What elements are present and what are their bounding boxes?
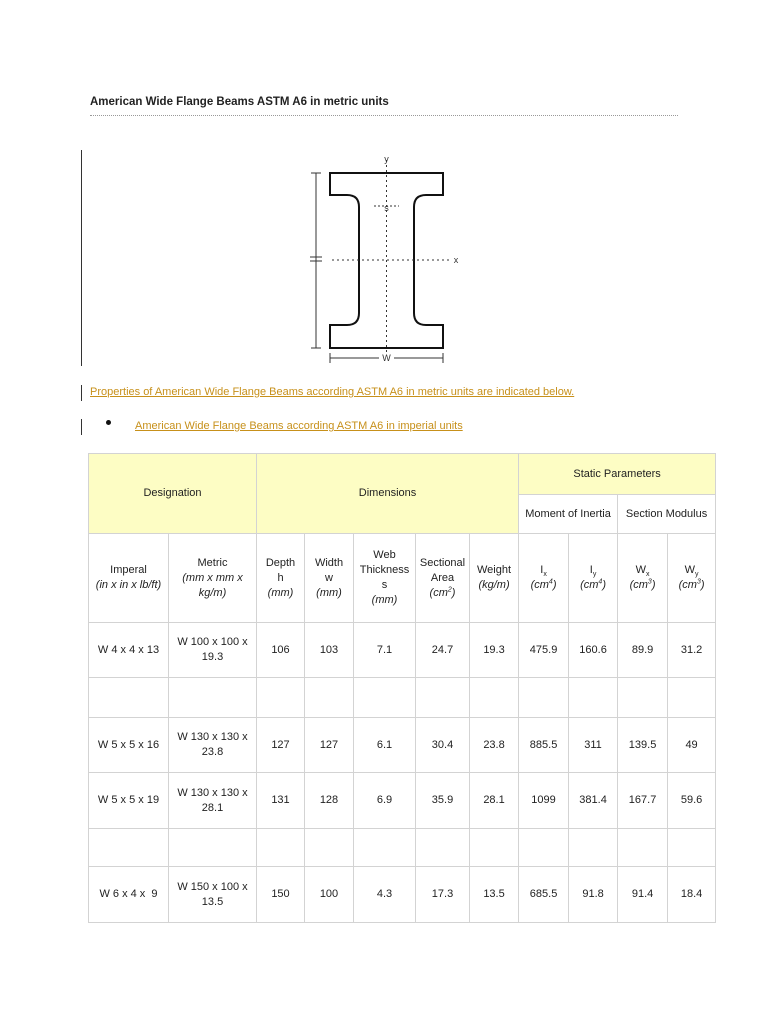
cell-weight: [470, 829, 519, 867]
cell-depth: 150: [257, 867, 305, 923]
cell-width: [305, 678, 354, 718]
cell-depth: [257, 829, 305, 867]
cell-weight: 28.1: [470, 773, 519, 829]
table-row: [89, 718, 716, 773]
cell-web-thickness: [354, 678, 416, 718]
cell-wx: 91.4: [618, 867, 668, 923]
cell-web-thickness: 6.9: [354, 773, 416, 829]
cell-width: 103: [305, 623, 354, 678]
col-weight-header: Weight (kg/m): [470, 534, 519, 623]
imperial-units-link[interactable]: American Wide Flange Beams according ASTM A6 in imperial units: [135, 420, 463, 432]
col-width-header: Width w (mm): [305, 534, 354, 623]
cell-web-thickness: 6.1: [354, 718, 416, 773]
web-thickness-label: s: [384, 203, 389, 213]
col-depth-header: Depth h (mm): [257, 534, 305, 623]
margin-marker: [81, 150, 82, 366]
margin-marker: [81, 419, 82, 435]
cell-iy: 381.4: [569, 773, 618, 829]
cell-width: 100: [305, 867, 354, 923]
dimensions-header: Dimensions: [257, 454, 519, 534]
table-row: [89, 678, 716, 718]
col-area-header: Sectional Area $(cm^2)$: [416, 534, 470, 623]
col-wy-header: $W_y$ $(cm^3)$: [668, 534, 716, 623]
cell-imperial: [89, 829, 169, 867]
page-title: American Wide Flange Beams ASTM A6 in metric units: [90, 96, 389, 108]
cell-area: 17.3: [416, 867, 470, 923]
cell-ix: [519, 678, 569, 718]
beam-properties-table: [88, 453, 716, 923]
table-row: [89, 773, 716, 829]
cell-weight: 23.8: [470, 718, 519, 773]
cell-wy: [668, 829, 716, 867]
cell-web-thickness: 7.1: [354, 623, 416, 678]
cell-iy: 160.6: [569, 623, 618, 678]
col-web-thickness-header: Web Thickness s (mm): [354, 534, 416, 623]
cell-wx: 139.5: [618, 718, 668, 773]
cell-ix: 685.5: [519, 867, 569, 923]
cell-imperial: W 4 x 4 x 13: [89, 623, 169, 678]
cell-iy: 311: [569, 718, 618, 773]
cell-wx: [618, 829, 668, 867]
moment-of-inertia-header: Moment of Inertia: [519, 495, 618, 534]
section-modulus-header: Section Modulus: [618, 495, 716, 534]
cell-iy: [569, 678, 618, 718]
cell-weight: 19.3: [470, 623, 519, 678]
col-metric-header: Metric (mm x mm x kg/m): [169, 534, 257, 623]
cell-wy: 49: [668, 718, 716, 773]
cell-area: 24.7: [416, 623, 470, 678]
cell-area: [416, 829, 470, 867]
col-wx-header: $W_x$ $(cm^3)$: [618, 534, 668, 623]
cell-imperial: W 5 x 5 x 19: [89, 773, 169, 829]
cell-area: [416, 678, 470, 718]
width-label: W: [382, 353, 391, 363]
cell-ix: 1099: [519, 773, 569, 829]
cell-metric: W 130 x 130 x 23.8: [169, 718, 257, 773]
cell-depth: 131: [257, 773, 305, 829]
cell-ix: 885.5: [519, 718, 569, 773]
table-header-row: [89, 454, 716, 495]
cell-wy: 31.2: [668, 623, 716, 678]
cell-width: 127: [305, 718, 354, 773]
intro-link[interactable]: Properties of American Wide Flange Beams according ASTM A6 in metric units are indicated below.: [90, 386, 575, 398]
cell-wy: 18.4: [668, 867, 716, 923]
table-row: [89, 623, 716, 678]
static-parameters-header: Static Parameters: [519, 454, 716, 495]
cell-metric: [169, 829, 257, 867]
cell-web-thickness: 4.3: [354, 867, 416, 923]
cell-metric: [169, 678, 257, 718]
designation-header: Designation: [89, 454, 257, 534]
cell-wx: 89.9: [618, 623, 668, 678]
table-row: [89, 829, 716, 867]
cell-imperial: W 6 x 4 x 9: [89, 867, 169, 923]
x-axis-label: x: [453, 255, 459, 265]
cell-width: 128: [305, 773, 354, 829]
table-row: [89, 867, 716, 923]
cell-ix: [519, 829, 569, 867]
cell-weight: 13.5: [470, 867, 519, 923]
cell-metric: W 130 x 130 x 28.1: [169, 773, 257, 829]
bullet-icon: [106, 420, 111, 425]
cell-area: 30.4: [416, 718, 470, 773]
cell-iy: [569, 829, 618, 867]
cell-ix: 475.9: [519, 623, 569, 678]
cell-web-thickness: [354, 829, 416, 867]
cell-wy: 59.6: [668, 773, 716, 829]
cell-wx: [618, 678, 668, 718]
cell-weight: [470, 678, 519, 718]
cell-metric: W 100 x 100 x 19.3: [169, 623, 257, 678]
column-header-row: [89, 534, 716, 623]
margin-marker: [81, 385, 82, 401]
cell-iy: 91.8: [569, 867, 618, 923]
cell-wy: [668, 678, 716, 718]
cell-width: [305, 829, 354, 867]
cell-depth: 106: [257, 623, 305, 678]
cell-imperial: W 5 x 5 x 16: [89, 718, 169, 773]
cell-area: 35.9: [416, 773, 470, 829]
cell-metric: W 150 x 100 x 13.5: [169, 867, 257, 923]
cell-depth: [257, 678, 305, 718]
title-divider: [90, 115, 678, 116]
col-imperial-header: Imperal (in x in x lb/ft): [89, 534, 169, 623]
y-axis-label: y: [384, 154, 389, 164]
cell-depth: 127: [257, 718, 305, 773]
beam-cross-section-diagram: [300, 150, 470, 368]
col-ix-header: $I_x$ $(cm^4)$: [519, 534, 569, 623]
cell-wx: 167.7: [618, 773, 668, 829]
cell-imperial: [89, 678, 169, 718]
col-iy-header: $I_y$ $(cm^4)$: [569, 534, 618, 623]
